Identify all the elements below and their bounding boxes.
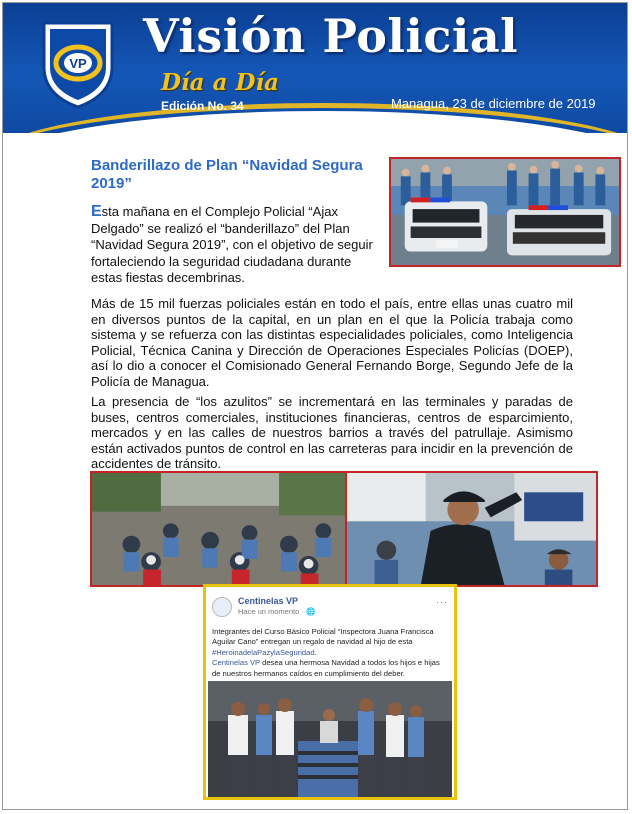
post-photo[interactable] [208,681,452,797]
photo-patrol-trucks [389,157,621,267]
vp-shield-logo [36,17,120,109]
lead-text: sta mañana en el Complejo Policial “Ajax Delgado” se realizó el “banderillazo” del Plan “Navidad Segura 2019”, con el objetivo de seguir fortaleciendo la seguridad ciudadana durante estas fiestas decembrinas. [91,204,373,286]
page-avatar[interactable] [212,597,232,617]
lead-paragraph [91,204,381,287]
post-header [212,595,452,621]
masthead [3,3,627,133]
photo-motorcycle-patrol [90,471,347,587]
page-name[interactable]: Centinelas VP [238,596,299,606]
lead-initial: E [91,203,102,220]
facebook-post-card [203,584,457,800]
newsletter-title: Visión Policial [143,9,519,63]
svg-text:VP: VP [69,56,87,71]
edition-number: Edición No. 34 [161,99,244,113]
paragraph-3: La presencia de “los azulitos” se incrementará en las terminales y paradas de buses, centros comerciales, instituciones financieras, centros de esparcimiento, mercados y en las calles de nuestros barrios a través del patrullaje. Asimismo están activados puntos de control en las carreteras para incidir en la prevención de accidentes de tránsito. [91,394,573,472]
post-time: Hace un momento · 🌐 [238,607,316,616]
dateline: Managua, 23 de diciembre de 2019 [391,96,596,111]
page-mention-link[interactable]: Centinelas VP [212,658,260,668]
newsletter-subtitle: Día a Día [161,69,280,96]
post-text [212,627,450,679]
photo-officer-salute [345,471,598,587]
paragraph-2: Más de 15 mil fuerzas policiales están en todo el país, entre ellas unas cuatro mil en diversos puntos de la capital, en un plan en el que la Policía trabaja como sistema y se refuerza con las distintas especialidades policiales, como Inteligencia Policial, Técnica Canina y Dirección de Operaciones Especiales Policías (DOEP), así lo dio a conocer el Comisionado General Fernando Borge, Segundo Jefe de la Policía de Managua. [91,296,573,389]
post-text-part-1: Integrantes del Curso Básico Policial “Inspectora Juana Francisca Aguilar Cano” entregan un regalo de navidad al hijo de esta [212,627,434,647]
post-text-part-3: desea una hermosa Navidad a todos los hijos e hijas de nuestros hermanos caídos en cumplimiento del deber. [212,658,440,678]
article-title: Banderillazo de Plan “Navidad Segura 2019” [91,157,363,192]
post-text-part-2: . [314,647,317,657]
hashtag-link[interactable]: #HeroinadelaPazylaSeguridad [212,647,315,657]
more-options-icon[interactable]: ··· [436,597,448,607]
